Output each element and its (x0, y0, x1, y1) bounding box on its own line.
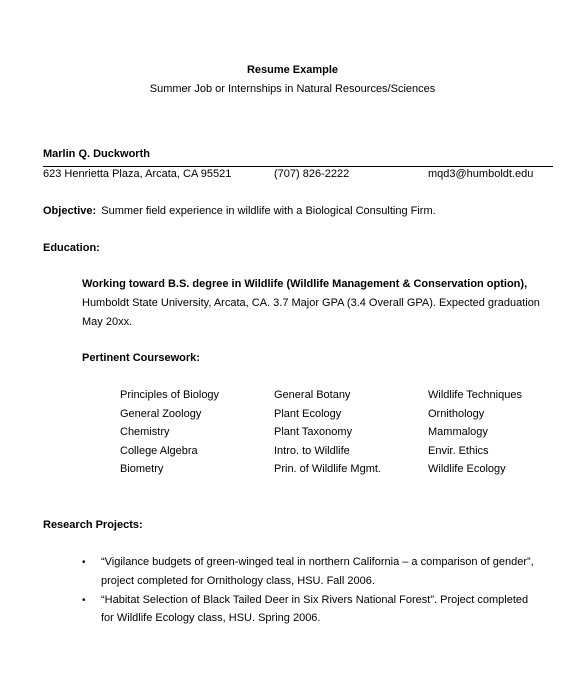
candidate-name: Marlin Q. Duckworth (43, 148, 150, 160)
research-item-line: “Vigilance budgets of green-winged teal in northern California – a comparison of gender”, (101, 556, 534, 568)
course-item: Chemistry (120, 426, 170, 438)
bullet-icon: • (82, 595, 86, 606)
course-item: General Botany (274, 389, 351, 401)
research-item-line: project completed for Ornithology class, HSU. Fall 2006. (101, 575, 375, 587)
resume-subtitle: Summer Job or Internships in Natural Resources/Sciences (149, 83, 436, 95)
research-item-line: for Wildlife Ecology class, HSU. Spring 2006. (101, 612, 321, 624)
education-school-line: Humboldt State University, Arcata, CA. 3.7 Major GPA (3.4 Overall GPA). Expected graduation (82, 297, 540, 309)
contact-address: 623 Henrietta Plaza, Arcata, CA 95521 (43, 168, 232, 180)
research-item-line: “Habitat Selection of Black Tailed Deer in Six Rivers National Forest”. Project completed (101, 594, 529, 606)
objective-text: Summer field experience in wildlife with a Biological Consulting Firm. (101, 205, 436, 217)
course-item: College Algebra (120, 445, 198, 457)
course-item: Wildlife Ecology (428, 463, 506, 475)
contact-phone: (707) 826-2222 (274, 168, 350, 180)
course-item: Mammalogy (428, 426, 488, 438)
course-item: Plant Taxonomy (274, 426, 353, 438)
bullet-icon: • (82, 557, 86, 568)
course-item: Ornithology (428, 408, 485, 420)
research-heading: Research Projects: (43, 519, 143, 531)
course-item: Prin. of Wildlife Mgmt. (274, 463, 381, 475)
course-item: Plant Ecology (274, 408, 342, 420)
course-item: Biometry (120, 463, 164, 475)
course-item: General Zoology (120, 408, 202, 420)
course-item: Wildlife Techniques (428, 389, 522, 401)
course-item: Envir. Ethics (428, 445, 489, 457)
resume-title: Resume Example (246, 64, 339, 76)
header-rule (43, 166, 553, 167)
contact-email: mqd3@humboldt.edu (428, 168, 534, 180)
course-item: Intro. to Wildlife (274, 445, 350, 457)
education-degree: Working toward B.S. degree in Wildlife (Wildlife Management & Conservation option), (82, 278, 528, 290)
objective-section (43, 205, 436, 217)
course-item: Principles of Biology (120, 389, 220, 401)
education-graduation-line: May 20xx. (82, 316, 133, 328)
objective-label: Objective: (43, 205, 97, 217)
coursework-heading: Pertinent Coursework: (82, 352, 200, 364)
education-heading: Education: (43, 242, 100, 254)
